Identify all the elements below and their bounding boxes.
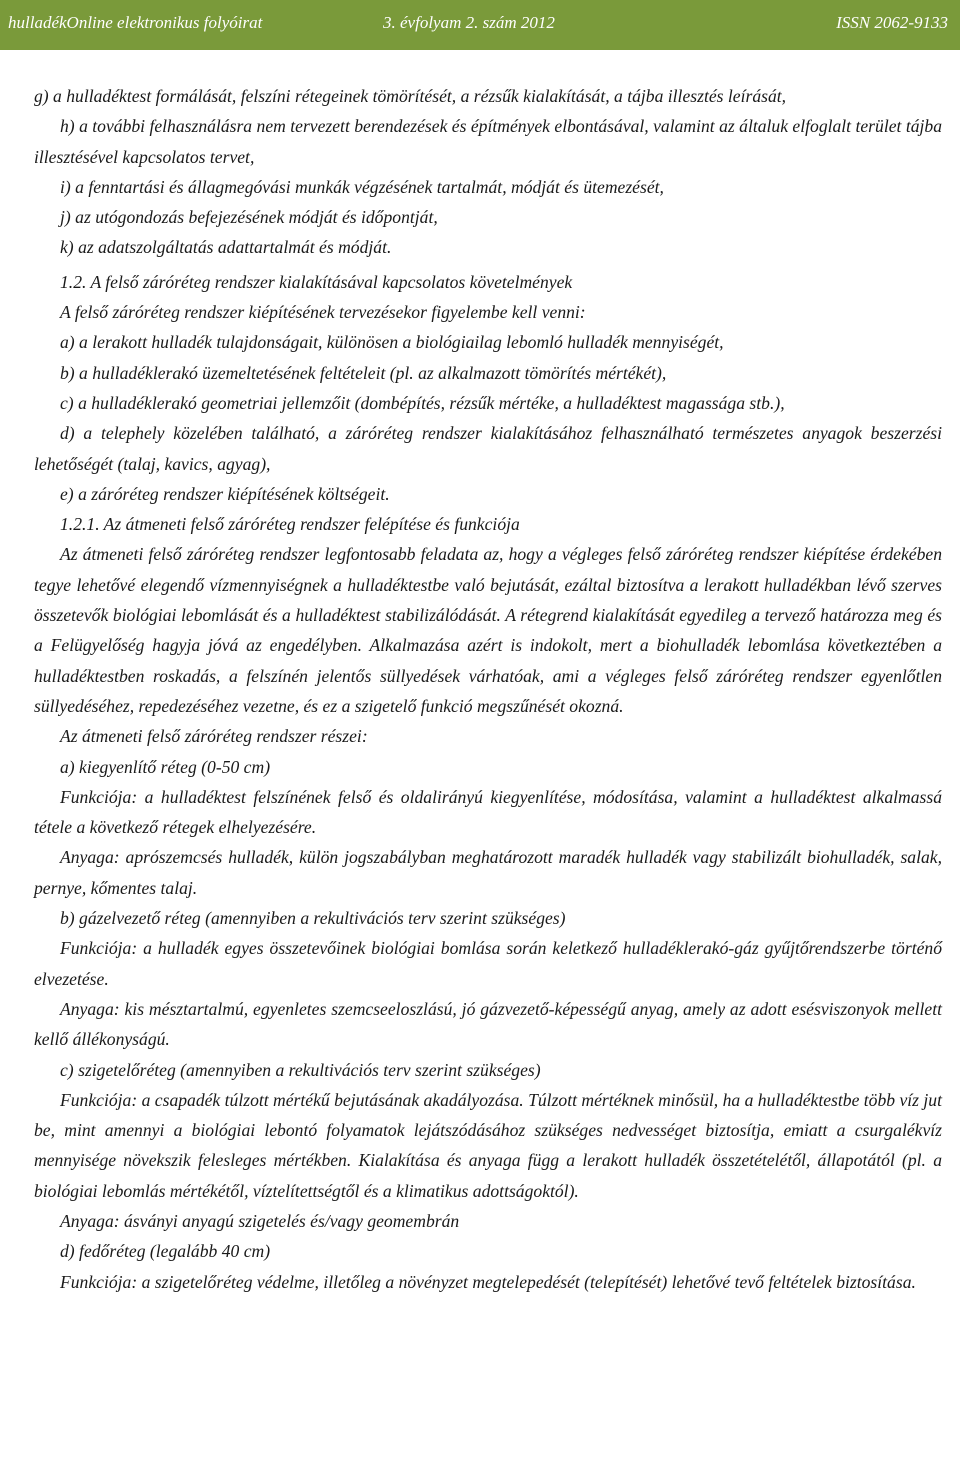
paragraph-k: k) az adatszolgáltatás adattartalmát és módját. [60,237,392,258]
layer-b-material: Anyaga: kis mésztartalmú, egyenletes szemcseeloszlású, jó gázvezető-képességű anyag, amely az adott esésviszonyok mellett kellő állékonyságú. [34,998,942,1050]
section-heading-1-2: 1.2. A felső záróréteg rendszer kialakításával kapcsolatos követelmények [60,271,573,292]
paragraph-j: j) az utógondozás befejezésének módját és időpontját, [60,207,438,228]
layer-c-material: Anyaga: ásványi anyagú szigetelés és/vagy geomembrán [60,1210,460,1231]
paragraph-purpose: Az átmeneti felső záróréteg rendszer legfontosabb feladata az, hogy a végleges felső záróréteg rendszer kiépítése érdekében tegye lehetővé elegendő vízmennyiségnek a hulladéktestbe való bejutását, ezáltal biztosítva a lerakott hulladékban lévő szerves összetevők biológiai lebomlását és a hulladéktest stabilizálódását. A rétegrend kialakítását egyedileg a tervező határozza meg és a Felügyelőség hagyja jóvá az engedélyben. Alkalmazása azért is indokolt, mert a biohulladék lebomlása következtében a hulladéktestben roskadás, a felszínén jelentős süllyedések várhatóak, ami a végleges felső záróréteg rendszer egyenlőtlen süllyedéséhez, repedezéséhez vezetne, és ez a szigetelő funkció megszűnését okozná. [34,544,942,716]
paragraph-e: e) a záróréteg rendszer kiépítésének költségeit. [60,483,390,504]
layer-d-title: d) fedőréteg (legalább 40 cm) [60,1241,271,1262]
layer-c-title: c) szigetelőréteg (amennyiben a rekultivációs terv szerint szükséges) [60,1059,541,1080]
paragraph-g: g) a hulladéktest formálását, felszíni rétegeinek tömörítését, a rézsűk kialakítását, a tájba illesztés leírását, [34,86,787,106]
paragraph-a: a) a lerakott hulladék tulajdonságait, különösen a biológiailag lebomló hulladék mennyiségét, [60,332,724,353]
layer-c-function: Funkciója: a csapadék túlzott mértékű bejutásának akadályozása. Túlzott mértéknek minősül, ha a hulladéktestbe több víz jut be, mint amennyi a biológiai lebontó folyamatok lejátszódásához szükséges nedvességet biztosítja, emiatt a csurgalékvíz mennyisége növekszik felesleges mértékben. Kialakítása és anyaga függ a lerakott hulladék összetételétől, állapotától (pl. a biológiai lebomlás mértékétől, víztelítettségtől és a klimatikus adottságoktól). [34,1089,942,1201]
issue-info: 3. évfolyam 2. szám 2012 [383,13,555,32]
journal-title: hulladékOnline elektronikus folyóirat [8,13,263,32]
paragraph-d: d) a telephely közelében található, a záróréteg rendszer kialakításához felhasználható természetes anyagok beszerzési lehetőségét (talaj, kavics, agyag), [34,423,942,474]
layer-d-function: Funkciója: a szigetelőréteg védelme, illetőleg a növényzet megtelepedését (telepítését) lehetővé tevő feltételek biztosítása. [60,1271,916,1292]
paragraph-intro: A felső záróréteg rendszer kiépítésének tervezésekor figyelembe kell venni: [60,302,586,323]
layer-a-material: Anyaga: aprószemcsés hulladék, külön jogszabályban meghatározott maradék hulladék vagy stabilizált biohulladék, salak, pernye, kőmentes talaj. [34,847,942,898]
layer-a-title: a) kiegyenlítő réteg (0-50 cm) [60,756,271,777]
paragraph-c: c) a hulladéklerakó geometriai jellemzőit (dombépítés, rézsűk mértéke, a hulladéktest magassága stb.), [60,392,785,413]
document-body [34,81,942,1297]
paragraph-h: h) a további felhasználásra nem tervezett berendezések és építmények elbontásával, valamint az általuk elfoglalt terület tájba illesztésével kapcsolatos tervet, [34,116,942,167]
layer-b-function: Funkciója: a hulladék egyes összetevőinek biológiai bomlása során keletkező hulladéklerakó-gáz gyűjtőrendszerbe történő elvezetése. [34,938,942,989]
journal-header [0,0,960,50]
layer-b-title: b) gázelvezető réteg (amennyiben a rekultivációs terv szerint szükséges) [60,908,566,929]
section-heading-1-2-1: 1.2.1. Az átmeneti felső záróréteg rendszer felépítése és funkciója [60,514,520,535]
paragraph-parts-intro: Az átmeneti felső záróréteg rendszer részei: [60,726,368,747]
paragraph-i: i) a fenntartási és állagmegóvási munkák végzésének tartalmát, módját és ütemezését, [60,176,664,197]
layer-a-function: Funkciója: a hulladéktest felszínének felső és oldalirányú kiegyenlítése, módosítása, valamint a hulladéktest alkalmassá tétele a következő rétegek elhelyezésére. [34,786,942,838]
paragraph-b: b) a hulladéklerakó üzemeltetésének feltételeit (pl. az alkalmazott tömörítés mértékét), [60,362,667,383]
issn: ISSN 2062-9133 [836,13,948,32]
